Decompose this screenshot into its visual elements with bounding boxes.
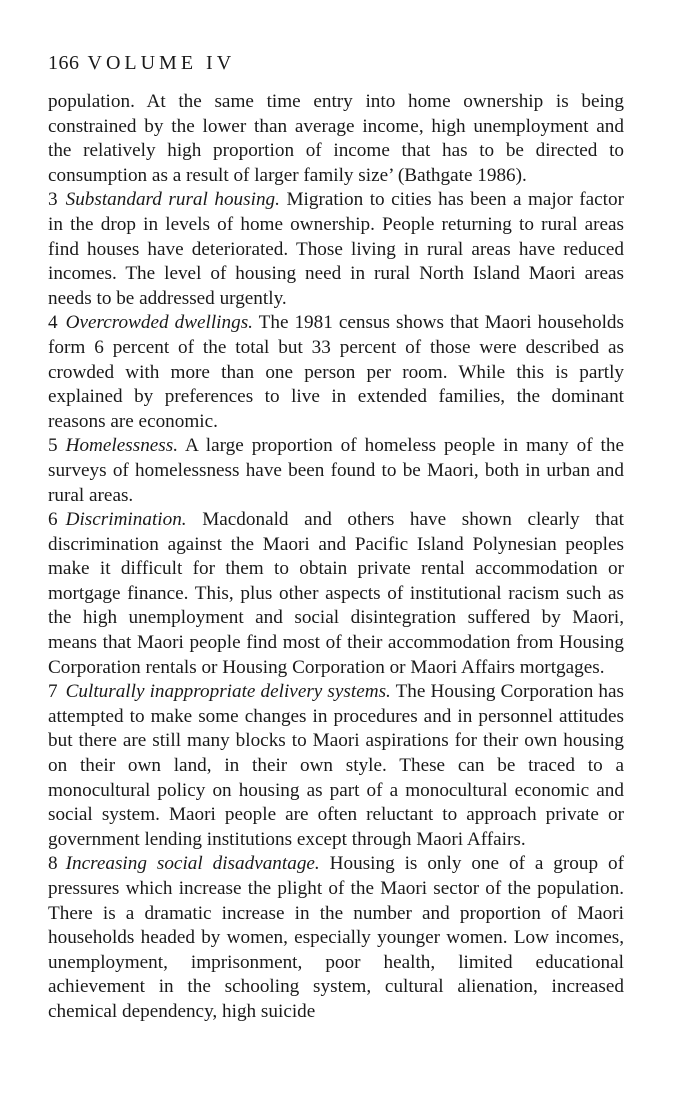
item-text: The 1981 census shows that Maori households form 6 percent of the total but 33 percent of those were described as crowded with more than one person per room. While this is partly explained by preferences to live in extended families, the dominant reasons are economic. — [48, 312, 624, 432]
body-text — [48, 90, 624, 1025]
item-heading: Homelessness. — [65, 435, 179, 457]
intro-paragraph: population. At the same time entry into home ownership is being constrained by the lower than average income, high unemployment and the relatively high proportion of income that has to be directed to consumption as a result of larger family size’ (Bathgate 1986). — [48, 91, 624, 186]
item-paragraph — [48, 852, 624, 1024]
item-heading: Increasing social disadvantage. — [65, 853, 320, 875]
item-number: 4 — [48, 312, 58, 334]
item-text: A large proportion of homeless people in many of the surveys of homelessness have been found to be Maori, both in urban and rural areas. — [48, 435, 624, 506]
item-text: The Housing Corporation has attempted to make some changes in procedures and in personnel attitudes but there are still many blocks to Maori aspirations for their own housing on their own land, in their own style. These can be traced to a monocultural policy on housing as part of a monocultural economic and social system. Maori people are often reluctant to approach private or government lending institutions except through Maori Affairs. — [48, 681, 624, 850]
book-page — [48, 50, 624, 1025]
item-number: 8 — [48, 853, 58, 875]
item-paragraph — [48, 188, 624, 311]
item-heading: Overcrowded dwellings. — [65, 312, 253, 334]
item-heading: Substandard rural housing. — [65, 189, 280, 211]
item-paragraph — [48, 311, 624, 434]
item-number: 5 — [48, 435, 58, 457]
item-paragraph — [48, 434, 624, 508]
item-number: 6 — [48, 509, 58, 531]
item-number: 3 — [48, 189, 58, 211]
volume-label: VOLUME IV — [87, 52, 236, 74]
page-number: 166 — [48, 52, 80, 74]
item-text: Macdonald and others have shown clearly that discrimination against the Maori and Pacific Island Polynesian peoples make it difficult for them to obtain private rental accommodation or mortgage finance. This, plus other aspects of institutional racism such as the high unemployment and social disintegration suffered by Maori, means that Maori people find most of their accommodation from Housing Corporation rentals or Housing Corporation or Maori Affairs mortgages. — [48, 509, 625, 678]
item-heading: Culturally inappropriate delivery systems. — [65, 681, 391, 703]
running-head — [48, 50, 624, 76]
item-heading: Discrimination. — [65, 509, 187, 531]
item-paragraph — [48, 680, 624, 852]
item-text: Migration to cities has been a major factor in the drop in levels of home ownership. People returning to rural areas find houses have deteriorated. Those living in rural areas have reduced incomes. The level of housing need in rural North Island Maori areas needs to be addressed urgently. — [48, 189, 624, 309]
item-text: Housing is only one of a group of pressures which increase the plight of the Maori sector of the population. There is a dramatic increase in the number and proportion of Maori households headed by women, especially younger women. Low incomes, unemployment, imprisonment, poor health, limited educational achievement in the schooling system, cultural alienation, increased chemical dependency, high suicide — [48, 853, 624, 1022]
item-paragraph — [48, 508, 624, 680]
item-number: 7 — [48, 681, 58, 703]
